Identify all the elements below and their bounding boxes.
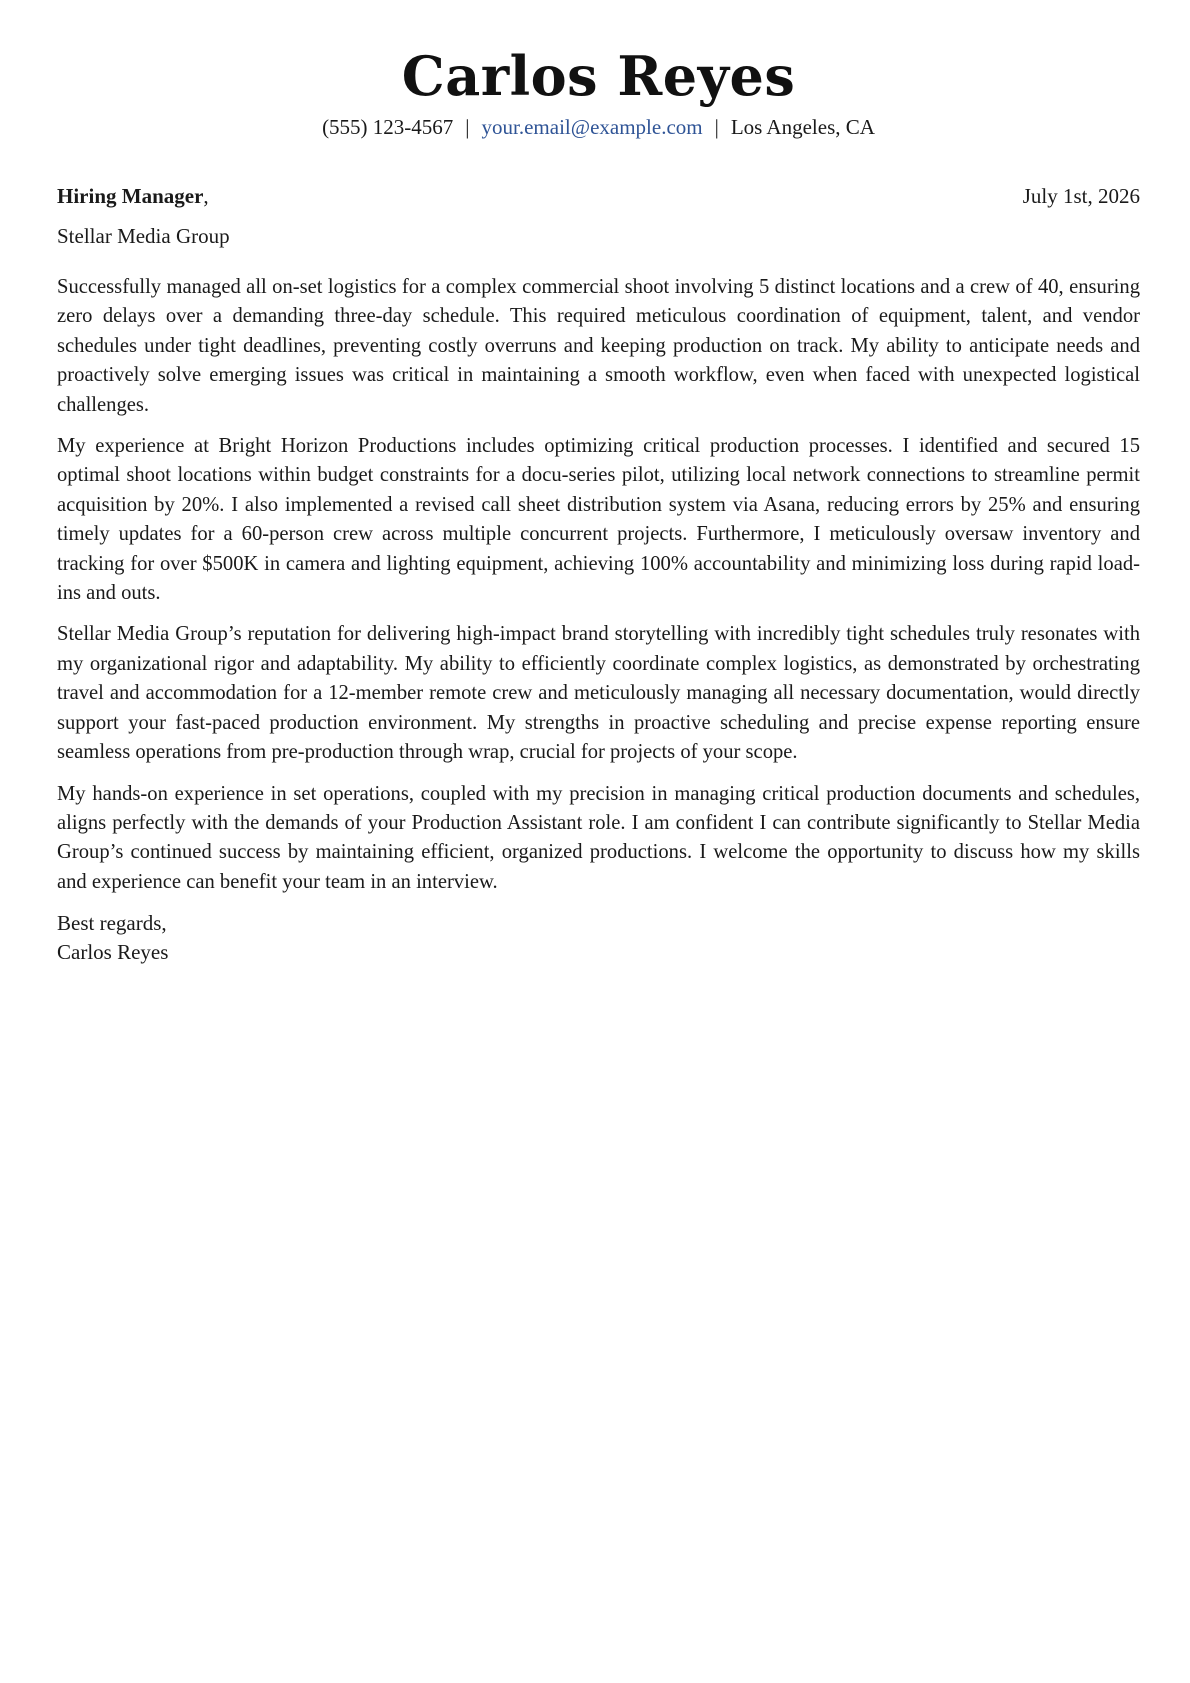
recipient-company: Stellar Media Group <box>57 224 230 248</box>
recipient-title: Hiring Manager <box>57 184 204 208</box>
contact-separator: | <box>714 115 719 139</box>
letter-date: July 1st, 2026 <box>1022 184 1140 208</box>
recipient-comma: , <box>203 184 209 208</box>
body-paragraph: My experience at Bright Horizon Productions includes optimizing critical production processes. I identified and secured 15 optimal shoot locations within budget constraints for a docu-series pilot, utilizing local network connections to streamline permit acquisition by 20%. I also implemented a revised call sheet distribution system via Asana, reducing errors by 25% and ensuring timely updates for a 60-person crew across multiple concurrent projects. Furthermore, I meticulously oversaw inventory and tracking for over $500K in camera and lighting equipment, achieving 100% accountability and minimizing loss during rapid load-ins and outs. <box>57 435 1140 605</box>
letter-closing <box>57 909 1140 967</box>
address-row <box>57 182 1140 210</box>
phone-number: (555) 123-4567 <box>322 115 454 139</box>
letter-header <box>57 0 1140 140</box>
closing-signature: Carlos Reyes <box>57 940 169 965</box>
closing-salutation: Best regards, <box>57 911 167 936</box>
applicant-name: Carlos Reyes <box>401 44 796 108</box>
recipient-line <box>57 182 209 210</box>
body-paragraph: Stellar Media Group’s reputation for delivering high-impact brand storytelling with incredibly tight schedules truly resonates with my organizational rigor and adaptability. My ability to efficiently coordinate complex logistics, as demonstrated by orchestrating travel and accommodation for a 12-member remote crew and meticulously managing all necessary documentation, would directly support your fast-paced production environment. My strengths in proactive scheduling and precise expense reporting ensure seamless operations from pre-production through wrap, crucial for projects of your scope. <box>57 623 1140 764</box>
email-link[interactable]: your.email@example.com <box>481 115 703 139</box>
cover-letter-page <box>57 0 1140 967</box>
body-paragraph: My hands-on experience in set operations, coupled with my precision in managing critical production documents and schedules, aligns perfectly with the demands of your Production Assistant role. I am confident I can contribute significantly to Stellar Media Group’s continued success by maintaining efficient, organized productions. I welcome the opportunity to discuss how my skills and experience can benefit your team in an interview. <box>57 782 1140 893</box>
contact-separator: | <box>465 115 470 139</box>
contact-line <box>57 114 1140 140</box>
body-paragraph: Successfully managed all on-set logistics for a complex commercial shoot involving 5 distinct locations and a crew of 40, ensuring zero delays over a demanding three-day schedule. This required meticulous coordination of equipment, talent, and vendor schedules under tight deadlines, preventing costly overruns and keeping production on track. My ability to anticipate needs and proactively solve emerging issues was critical in maintaining a smooth workflow, even when faced with unexpected logistical challenges. <box>57 276 1140 416</box>
location: Los Angeles, CA <box>730 115 875 139</box>
letter-body <box>57 273 1140 897</box>
